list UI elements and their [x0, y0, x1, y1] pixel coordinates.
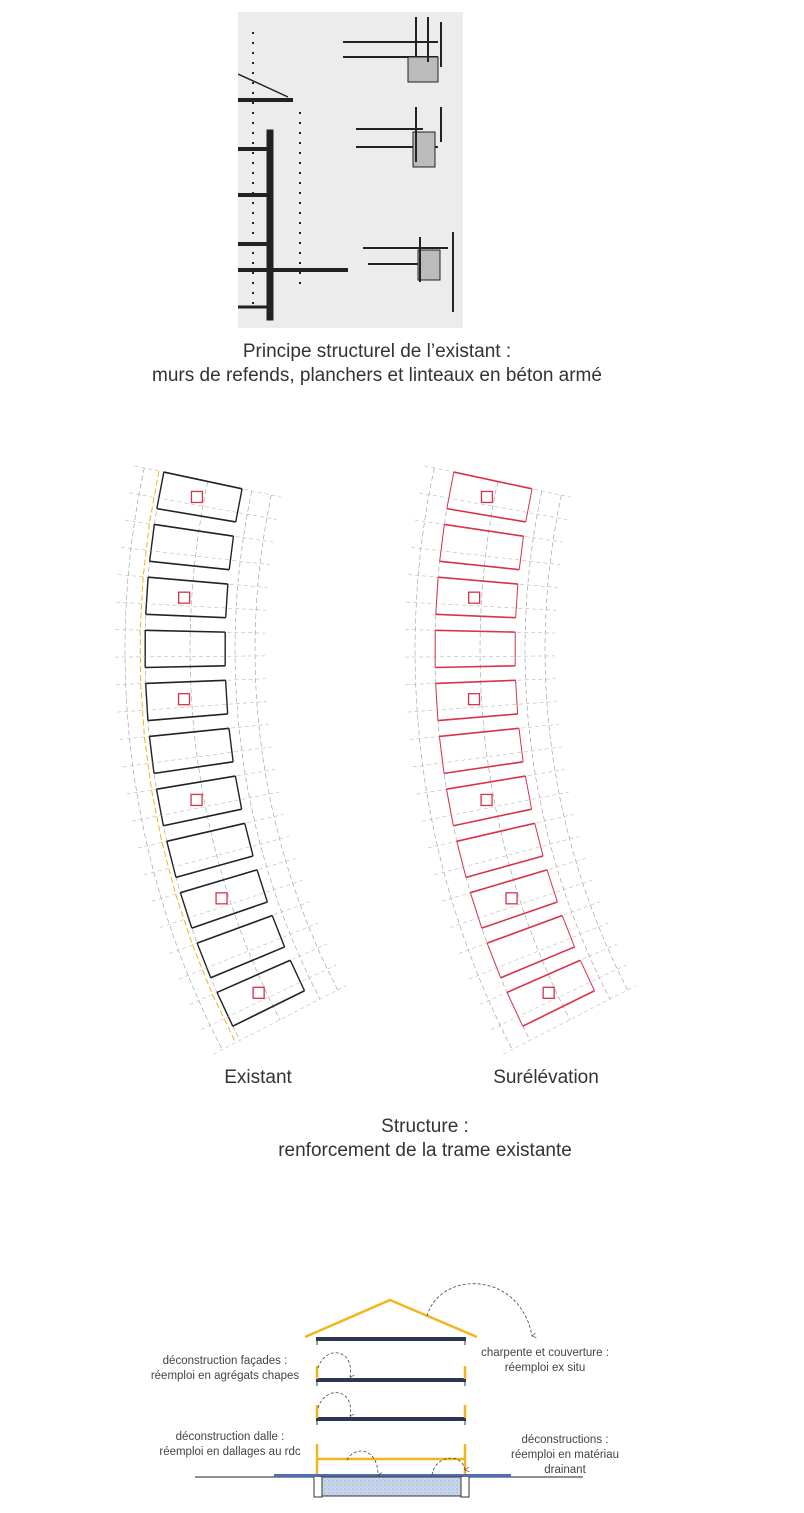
label-facades-line2: réemploi en agrégats chapes	[150, 1370, 300, 1382]
floor-slabs	[316, 1337, 466, 1421]
label-demolition-line3: drainant	[544, 1464, 586, 1476]
label-roof	[470, 1346, 620, 1376]
label-roof-line2: réemploi ex situ	[504, 1362, 586, 1374]
label-surelevation: Surélévation	[493, 1067, 599, 1088]
label-slab-line1: déconstruction dalle :	[175, 1431, 285, 1443]
figure1-caption-line1: Principe structurel de l’existant :	[242, 341, 512, 362]
figure1-caption-line2: murs de refends, planchers et linteaux en béton armé	[152, 365, 602, 386]
label-demolition	[495, 1433, 635, 1478]
label-slab	[145, 1430, 315, 1460]
label-facades-line1: déconstruction façades :	[162, 1355, 288, 1367]
label-facades	[140, 1354, 310, 1384]
figure2-caption-line1: Structure :	[381, 1116, 469, 1137]
label-demolition-line1: déconstructions :	[521, 1434, 609, 1446]
figure2-caption-line2: renforcement de la trame existante	[278, 1140, 572, 1161]
label-demolition-line2: réemploi en matériau	[510, 1449, 620, 1461]
label-slab-line2: réemploi en dallages au rdc	[159, 1446, 301, 1458]
label-existant: Existant	[224, 1067, 292, 1088]
roof	[305, 1300, 477, 1337]
yellow-walls	[317, 1366, 465, 1477]
label-roof-line1: charpente et couverture :	[481, 1347, 609, 1359]
basement-fill	[320, 1477, 463, 1496]
